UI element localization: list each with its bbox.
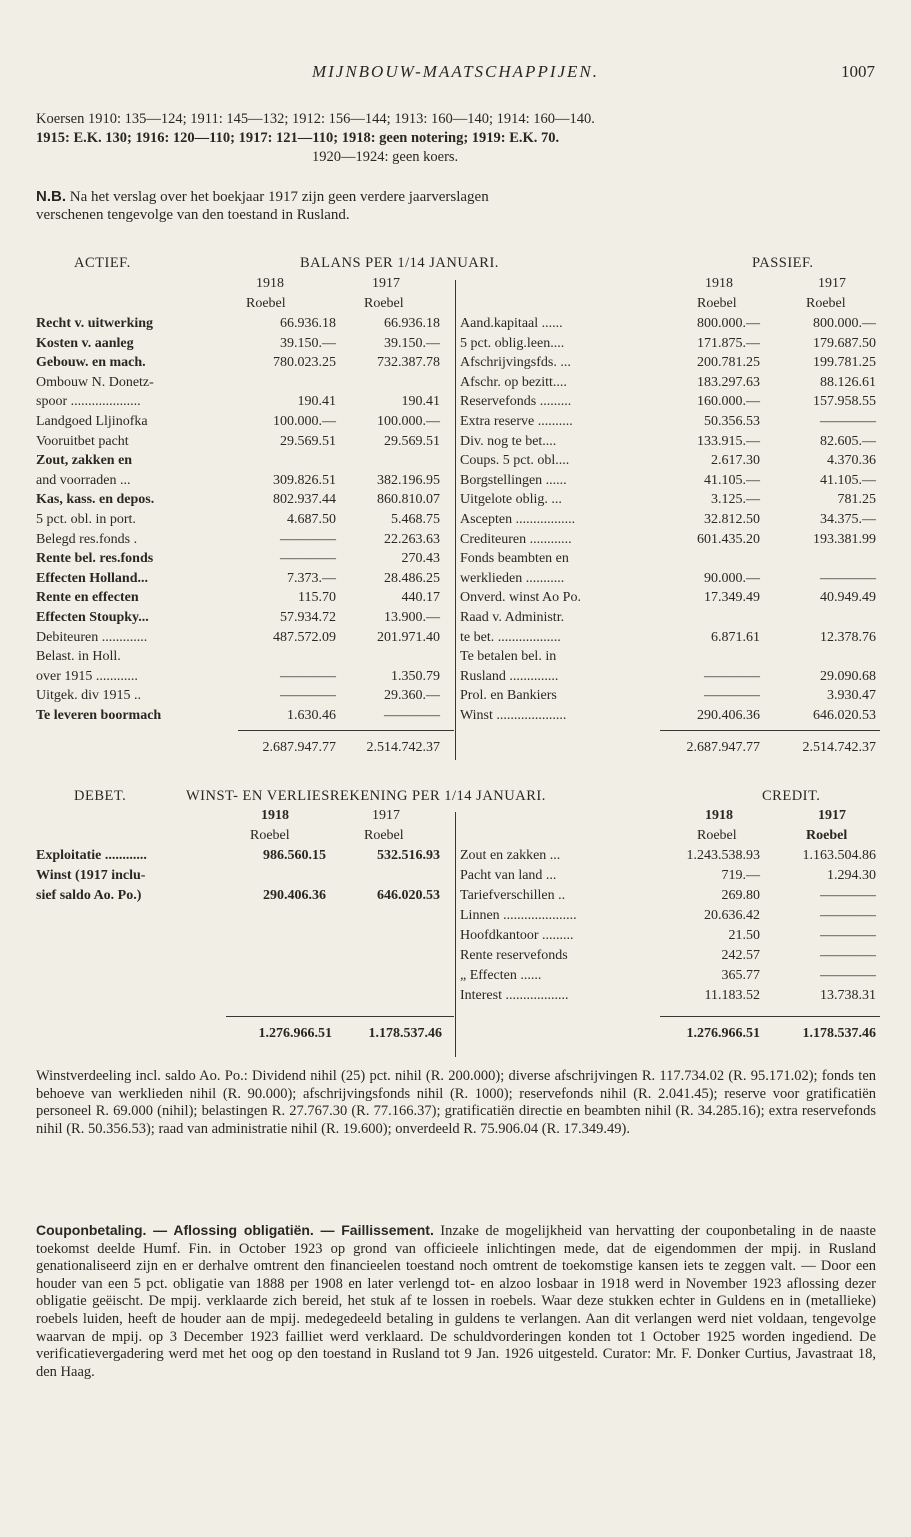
row-value-b: 29.360.— bbox=[384, 688, 440, 704]
table-row bbox=[36, 571, 454, 589]
wv-credit-total-b: 1.178.537.46 bbox=[802, 1026, 876, 1041]
table-row bbox=[460, 868, 880, 886]
row-label: Raad v. Administr. bbox=[460, 610, 565, 625]
table-row bbox=[36, 669, 454, 687]
row-label: Onverd. winst Ao Po. bbox=[460, 590, 581, 606]
table-row bbox=[460, 434, 880, 452]
row-label: Kas, kass. en depos. bbox=[36, 492, 155, 508]
wv-divider bbox=[455, 812, 456, 1057]
row-value-a: 269.80 bbox=[721, 888, 760, 903]
wv-credit-rule bbox=[660, 1016, 880, 1017]
table-row bbox=[36, 868, 454, 886]
row-value-a: ———— bbox=[704, 668, 760, 684]
row-value-a: ———— bbox=[280, 688, 336, 704]
table-row bbox=[36, 610, 454, 628]
row-label: Prol. en Bankiers bbox=[460, 688, 557, 704]
wv-credit-unit-a: Roebel bbox=[697, 828, 737, 843]
row-value-b: 34.375.— bbox=[820, 512, 876, 527]
row-value-b: ———— bbox=[384, 708, 440, 723]
row-label: Crediteuren ............ bbox=[460, 531, 572, 547]
table-row bbox=[460, 375, 880, 393]
row-label: Debiteuren ............. bbox=[36, 629, 148, 645]
row-label: Linnen ..................... bbox=[460, 908, 577, 923]
table-row bbox=[460, 551, 880, 569]
row-label: Fonds beambten en bbox=[460, 551, 569, 567]
row-value-b: 5.468.75 bbox=[391, 512, 440, 527]
row-value-b: 179.687.50 bbox=[813, 335, 876, 351]
row-value-a: 41.105.— bbox=[704, 472, 760, 488]
row-value-b: 88.126.61 bbox=[820, 374, 876, 390]
table-row bbox=[460, 336, 880, 354]
row-value-a: 183.297.63 bbox=[697, 374, 760, 390]
table-row bbox=[36, 336, 454, 354]
table-row bbox=[36, 355, 454, 373]
row-label: Reservefonds ......... bbox=[460, 394, 572, 410]
row-label: Exploitatie ............ bbox=[36, 848, 147, 863]
row-value-b: 199.781.25 bbox=[813, 355, 876, 371]
table-row bbox=[36, 532, 454, 550]
row-value-b: 66.936.18 bbox=[384, 316, 440, 331]
table-row bbox=[460, 414, 880, 432]
winstverdeeling-text: Winstverdeeling incl. saldo Ao. Po.: Dividend nihil (25) pct. nihil (R. 200.000); diverse afschrijvingen R. 117.734.02 (R. 95.171.02); fonds ten behoeve van werklieden nihil (R. 90.000); afschrijvingsfonds nihil (R. 1000); reservefonds nihil (R. 2.041.45); reserve voor gratificatiën personeel R. 69.000 (nihil); belastingen R. 27.767.30 (R. 77.166.37); gratificatiën directie en beambten nihil (R. 34.285.16); extra reservefonds nihil (R. 50.356.53); raad van administratie nihil (R. 19.600); onverdeeld R. 75.906.04 (R. 17.349.49). bbox=[36, 1068, 876, 1137]
row-label: Afschrijvingsfds. ... bbox=[460, 355, 571, 371]
row-value-a: 39.150.— bbox=[280, 335, 336, 351]
row-value-b: 28.486.25 bbox=[384, 570, 440, 586]
row-value-a: 50.356.53 bbox=[704, 414, 760, 429]
row-label: Pacht van land ... bbox=[460, 868, 557, 883]
row-value-a: 802.937.44 bbox=[273, 492, 336, 508]
table-row bbox=[460, 630, 880, 648]
row-label: „ Effecten ...... bbox=[460, 968, 542, 983]
row-value-a: 21.50 bbox=[728, 928, 760, 943]
row-label: Afschr. op bezitt.... bbox=[460, 374, 567, 390]
koersen-line: Koersen 1910: 135—124; 1911: 145—132; 1912: 156—144; 1913: 160—140; 1914: 160—140. bbox=[36, 111, 595, 127]
row-value-b: 13.900.— bbox=[384, 610, 440, 625]
row-value-b: 646.020.53 bbox=[377, 888, 440, 903]
table-row bbox=[460, 394, 880, 412]
row-label: Interest .................. bbox=[460, 988, 569, 1003]
table-row bbox=[460, 968, 880, 986]
row-label: Winst (1917 inclu- bbox=[36, 868, 146, 883]
row-value-a: 66.936.18 bbox=[280, 316, 336, 331]
table-row bbox=[460, 948, 880, 966]
row-label: Rente reservefonds bbox=[460, 948, 568, 963]
row-label: Ascepten ................. bbox=[460, 512, 576, 527]
table-row bbox=[36, 316, 454, 334]
row-value-b: 100.000.— bbox=[377, 414, 440, 429]
nb-line1: Na het verslag over het boekjaar 1917 zijn geen verdere jaarverslagen bbox=[69, 189, 489, 205]
wv-debet-unit-a: Roebel bbox=[250, 828, 290, 843]
table-row bbox=[460, 492, 880, 510]
coupon-text: Inzake de mogelijkheid van hervatting der couponbetaling in de naaste toekomst deelde Humf. Fin. in October 1923 op grond van officieele inlichtingen mede, dat de eigendommen der mpij. in Rusland genationaliseerd zijn en er derhalve omtrent den financieelen toestand noch omtrent de toekomstige kansen iets te zeggen valt. — Door een houder van een 5 pct. obligatie van 1888 per 1908 en later verlengd tot- en alzoo losbaar in 1918 werd in November 1923 aflossing dezer obligatie geëischt. De mpij. verklaarde zich bereid, het stuk af te lossen in roebels. Waar deze stukken echter in Guldens en in (metallieke) roebels luiden, heeft de houder aan de mpij. medegedeeld betaling in guldens te verlangen. Aan dit verlangen werd niet voldaan, tengevolge waarvan de mpij. op 3 December 1923 failliet werd verklaard. De schuldvorderingen konden tot 1 October 1925 worden ingediend. De verificatievergadering werd met het oog op den toestand in Rusland tot 9 Jan. 1926 uitgesteld. Curator: Mr. F. Donker Curtius, Javastraat 18, den Haag. bbox=[36, 1223, 876, 1380]
row-label: Zout en zakken ... bbox=[460, 848, 561, 863]
row-value-a: 17.349.49 bbox=[704, 590, 760, 606]
row-label: Zout, zakken en bbox=[36, 453, 133, 469]
wv-credit-year-b: 1917 bbox=[818, 808, 846, 823]
page-number: 1007 bbox=[841, 62, 875, 81]
balans-actief-year-b: 1917 bbox=[372, 276, 400, 291]
balans-passief-rule bbox=[660, 730, 880, 731]
row-value-a: 11.183.52 bbox=[704, 988, 760, 1003]
table-row bbox=[36, 848, 454, 866]
row-value-b: 157.958.55 bbox=[813, 394, 876, 410]
row-value-a: 32.812.50 bbox=[704, 512, 760, 527]
row-value-a: 115.70 bbox=[298, 590, 336, 606]
row-value-a: 100.000.— bbox=[273, 414, 336, 429]
row-value-b: 29.569.51 bbox=[384, 433, 440, 449]
wv-title: WINST- EN VERLIESREKENING PER 1/14 JANUARI. bbox=[186, 788, 546, 804]
table-row bbox=[460, 669, 880, 687]
row-value-a: 6.871.61 bbox=[711, 629, 760, 645]
wv-debet-year-a: 1918 bbox=[261, 808, 289, 823]
row-label: 5 pct. oblig.leen.... bbox=[460, 335, 565, 351]
row-value-b: 732.387.78 bbox=[377, 355, 440, 371]
table-row bbox=[36, 649, 454, 667]
row-value-b: 382.196.95 bbox=[377, 472, 440, 488]
row-value-a: 986.560.15 bbox=[263, 848, 326, 863]
balans-actief-total-b: 2.514.742.37 bbox=[366, 740, 440, 755]
balans-actief-total-a: 2.687.947.77 bbox=[262, 740, 336, 755]
row-label: Extra reserve .......... bbox=[460, 414, 573, 429]
row-value-a: ———— bbox=[704, 688, 760, 704]
row-value-b: 190.41 bbox=[401, 394, 440, 410]
table-row bbox=[460, 571, 880, 589]
row-value-a: 57.934.72 bbox=[280, 610, 336, 625]
row-value-a: 190.41 bbox=[297, 394, 336, 410]
balans-passief-total-b: 2.514.742.37 bbox=[802, 740, 876, 755]
row-value-b: 440.17 bbox=[401, 590, 440, 606]
row-value-b: 4.370.36 bbox=[827, 453, 876, 469]
table-row bbox=[36, 551, 454, 569]
table-row bbox=[36, 512, 454, 530]
row-value-b: 82.605.— bbox=[820, 433, 876, 449]
table-row bbox=[36, 434, 454, 452]
balans-passief-unit-a: Roebel bbox=[697, 296, 737, 311]
table-row bbox=[460, 708, 880, 726]
table-row bbox=[460, 590, 880, 608]
row-value-a: 133.915.— bbox=[697, 433, 760, 449]
balans-passief-year-a: 1918 bbox=[705, 276, 733, 291]
row-value-a: 601.435.20 bbox=[697, 531, 760, 547]
row-label: Coups. 5 pct. obl.... bbox=[460, 453, 570, 469]
row-label: Belast. in Holl. bbox=[36, 649, 121, 665]
table-row bbox=[36, 453, 454, 471]
row-label: Rente en effecten bbox=[36, 590, 139, 606]
balans-left-title: ACTIEF. bbox=[74, 255, 131, 271]
row-value-b: 646.020.53 bbox=[813, 708, 876, 723]
row-value-a: ———— bbox=[280, 551, 336, 567]
row-label: Rusland .............. bbox=[460, 668, 559, 684]
row-value-a: 719.— bbox=[721, 868, 760, 883]
table-row bbox=[36, 590, 454, 608]
row-value-b: 12.378.76 bbox=[820, 629, 876, 645]
row-value-b: ———— bbox=[820, 968, 876, 983]
table-row bbox=[36, 394, 454, 412]
table-row bbox=[460, 453, 880, 471]
table-row bbox=[36, 630, 454, 648]
table-row bbox=[460, 888, 880, 906]
row-value-b: 39.150.— bbox=[384, 335, 440, 351]
row-value-a: 309.826.51 bbox=[273, 472, 336, 488]
balans-title: BALANS PER 1/14 JANUARI. bbox=[300, 255, 499, 271]
row-value-a: 90.000.— bbox=[704, 570, 760, 586]
row-value-a: 160.000.— bbox=[697, 394, 760, 410]
table-row bbox=[36, 375, 454, 393]
row-value-b: 41.105.— bbox=[820, 472, 876, 488]
row-value-a: 365.77 bbox=[721, 968, 760, 983]
koersen-line: 1915: E.K. 130; 1916: 120—110; 1917: 121—110; 1918: geen notering; 1919: E.K. 70. bbox=[36, 130, 560, 146]
table-row bbox=[460, 610, 880, 628]
winstverdeeling-paragraph bbox=[36, 1068, 876, 1138]
table-row bbox=[36, 688, 454, 706]
balans-passief-year-b: 1917 bbox=[818, 276, 846, 291]
page-title: MIJNBOUW-MAATSCHAPPIJEN. bbox=[311, 62, 600, 81]
row-value-a: 2.617.30 bbox=[711, 453, 760, 469]
balans-divider bbox=[455, 280, 456, 760]
row-label: te bet. .................. bbox=[460, 629, 561, 645]
wv-credit-unit-b: Roebel bbox=[806, 828, 848, 843]
row-value-a: 7.373.— bbox=[287, 570, 336, 586]
wv-debet-unit-b: Roebel bbox=[364, 828, 404, 843]
row-value-a: ———— bbox=[280, 668, 336, 684]
row-value-a: 171.875.— bbox=[697, 335, 760, 351]
row-label: Landgoed Lljinofka bbox=[36, 414, 148, 429]
wv-debet-total-a: 1.276.966.51 bbox=[258, 1026, 332, 1041]
row-value-a: 800.000.— bbox=[697, 316, 760, 331]
row-value-b: ———— bbox=[820, 414, 876, 429]
coupon-paragraph bbox=[36, 1222, 876, 1381]
row-value-b: 270.43 bbox=[401, 551, 440, 567]
wv-credit-year-a: 1918 bbox=[705, 808, 733, 823]
wv-debet-year-b: 1917 bbox=[372, 808, 400, 823]
row-value-a: 290.406.36 bbox=[697, 708, 760, 723]
row-value-b: 781.25 bbox=[837, 492, 876, 508]
table-row bbox=[460, 908, 880, 926]
row-value-b: 13.738.31 bbox=[820, 988, 876, 1003]
row-value-a: ———— bbox=[280, 531, 336, 547]
table-row bbox=[460, 928, 880, 946]
row-value-a: 1.243.538.93 bbox=[686, 848, 760, 863]
table-row bbox=[460, 688, 880, 706]
row-label: werklieden ........... bbox=[460, 570, 565, 586]
row-value-b: 532.516.93 bbox=[377, 848, 440, 863]
table-row bbox=[36, 888, 454, 906]
row-label: sief saldo Ao. Po.) bbox=[36, 888, 142, 903]
row-label: Belegd res.fonds . bbox=[36, 531, 138, 547]
row-label: Uitgelote oblig. ... bbox=[460, 492, 562, 508]
row-value-b: ———— bbox=[820, 888, 876, 903]
row-label: over 1915 ............ bbox=[36, 668, 138, 684]
row-value-b: 860.810.07 bbox=[377, 492, 440, 508]
koersen-block bbox=[36, 110, 595, 167]
row-value-a: 780.023.25 bbox=[273, 355, 336, 371]
row-value-b: 193.381.99 bbox=[813, 531, 876, 547]
row-value-a: 242.57 bbox=[721, 948, 760, 963]
table-row bbox=[460, 512, 880, 530]
table-row bbox=[460, 532, 880, 550]
row-value-b: 1.163.504.86 bbox=[802, 848, 876, 863]
row-label: Rente bel. res.fonds bbox=[36, 551, 154, 567]
row-label: Div. nog te bet.... bbox=[460, 433, 557, 449]
row-label: Effecten Holland... bbox=[36, 570, 148, 586]
table-row bbox=[36, 708, 454, 726]
wv-credit-total-a: 1.276.966.51 bbox=[686, 1026, 760, 1041]
balans-passief-unit-b: Roebel bbox=[806, 296, 846, 311]
row-value-a: 20.636.42 bbox=[704, 908, 760, 923]
balans-actief-unit-b: Roebel bbox=[364, 296, 404, 311]
row-value-a: 1.630.46 bbox=[287, 708, 336, 723]
wv-debet-rule bbox=[226, 1016, 454, 1017]
row-label: Kosten v. aanleg bbox=[36, 335, 134, 351]
nb-note bbox=[36, 188, 489, 224]
row-value-a: 290.406.36 bbox=[263, 888, 326, 903]
row-value-b: ———— bbox=[820, 948, 876, 963]
row-value-a: 200.781.25 bbox=[697, 355, 760, 371]
table-row bbox=[36, 414, 454, 432]
wv-right-title: CREDIT. bbox=[762, 788, 821, 804]
row-label: Uitgek. div 1915 .. bbox=[36, 688, 141, 704]
row-value-b: 1.350.79 bbox=[391, 668, 440, 684]
row-value-b: ———— bbox=[820, 570, 876, 586]
row-label: Recht v. uitwerking bbox=[36, 316, 154, 331]
row-label: Aand.kapitaal ...... bbox=[460, 316, 563, 331]
nb-lead: N.B. bbox=[36, 188, 66, 205]
row-label: Gebouw. en mach. bbox=[36, 355, 146, 371]
row-value-b: ———— bbox=[820, 908, 876, 923]
table-row bbox=[460, 988, 880, 1006]
balans-actief-rule bbox=[238, 730, 454, 731]
balans-right-title: PASSIEF. bbox=[752, 255, 814, 271]
row-value-b: 29.090.68 bbox=[820, 668, 876, 684]
table-row bbox=[460, 316, 880, 334]
balans-actief-unit-a: Roebel bbox=[246, 296, 286, 311]
table-row bbox=[460, 473, 880, 491]
row-label: Vooruitbet pacht bbox=[36, 433, 129, 449]
table-row bbox=[460, 649, 880, 667]
row-label: Hoofdkantoor ......... bbox=[460, 928, 574, 943]
row-value-b: 800.000.— bbox=[813, 316, 876, 331]
row-value-a: 3.125.— bbox=[711, 492, 760, 508]
row-label: Ombouw N. Donetz- bbox=[36, 374, 154, 390]
koersen-line: 1920—1924: geen koers. bbox=[312, 149, 459, 165]
table-row bbox=[36, 473, 454, 491]
row-value-a: 29.569.51 bbox=[280, 433, 336, 449]
wv-left-title: DEBET. bbox=[74, 788, 127, 804]
row-value-b: 3.930.47 bbox=[827, 688, 876, 704]
balans-passief-total-a: 2.687.947.77 bbox=[686, 740, 760, 755]
row-value-b: 22.263.63 bbox=[384, 531, 440, 547]
row-label: Winst .................... bbox=[460, 708, 567, 723]
row-label: 5 pct. obl. in port. bbox=[36, 512, 136, 527]
row-value-b: 40.949.49 bbox=[820, 590, 876, 606]
row-value-b: ———— bbox=[820, 928, 876, 943]
nb-line2: verschenen tengevolge van den toestand in Rusland. bbox=[36, 207, 350, 223]
wv-debet-total-b: 1.178.537.46 bbox=[368, 1026, 442, 1041]
row-value-b: 1.294.30 bbox=[827, 868, 876, 883]
balans-actief-year-a: 1918 bbox=[256, 276, 284, 291]
row-label: and voorraden ... bbox=[36, 472, 131, 488]
row-label: spoor .................... bbox=[36, 394, 141, 410]
row-label: Te leveren boormach bbox=[36, 708, 162, 723]
row-value-a: 487.572.09 bbox=[273, 629, 336, 645]
row-label: Borgstellingen ...... bbox=[460, 472, 567, 488]
row-label: Tariefverschillen .. bbox=[460, 888, 566, 903]
row-label: Te betalen bel. in bbox=[460, 649, 557, 665]
table-row bbox=[36, 492, 454, 510]
row-value-a: 4.687.50 bbox=[287, 512, 336, 527]
table-row bbox=[460, 355, 880, 373]
coupon-heading: Couponbetaling. — Aflossing obligatiën. — Faillissement. bbox=[36, 1222, 434, 1238]
row-value-b: 201.971.40 bbox=[377, 629, 440, 645]
table-row bbox=[460, 848, 880, 866]
row-label: Effecten Stoupky... bbox=[36, 610, 149, 625]
